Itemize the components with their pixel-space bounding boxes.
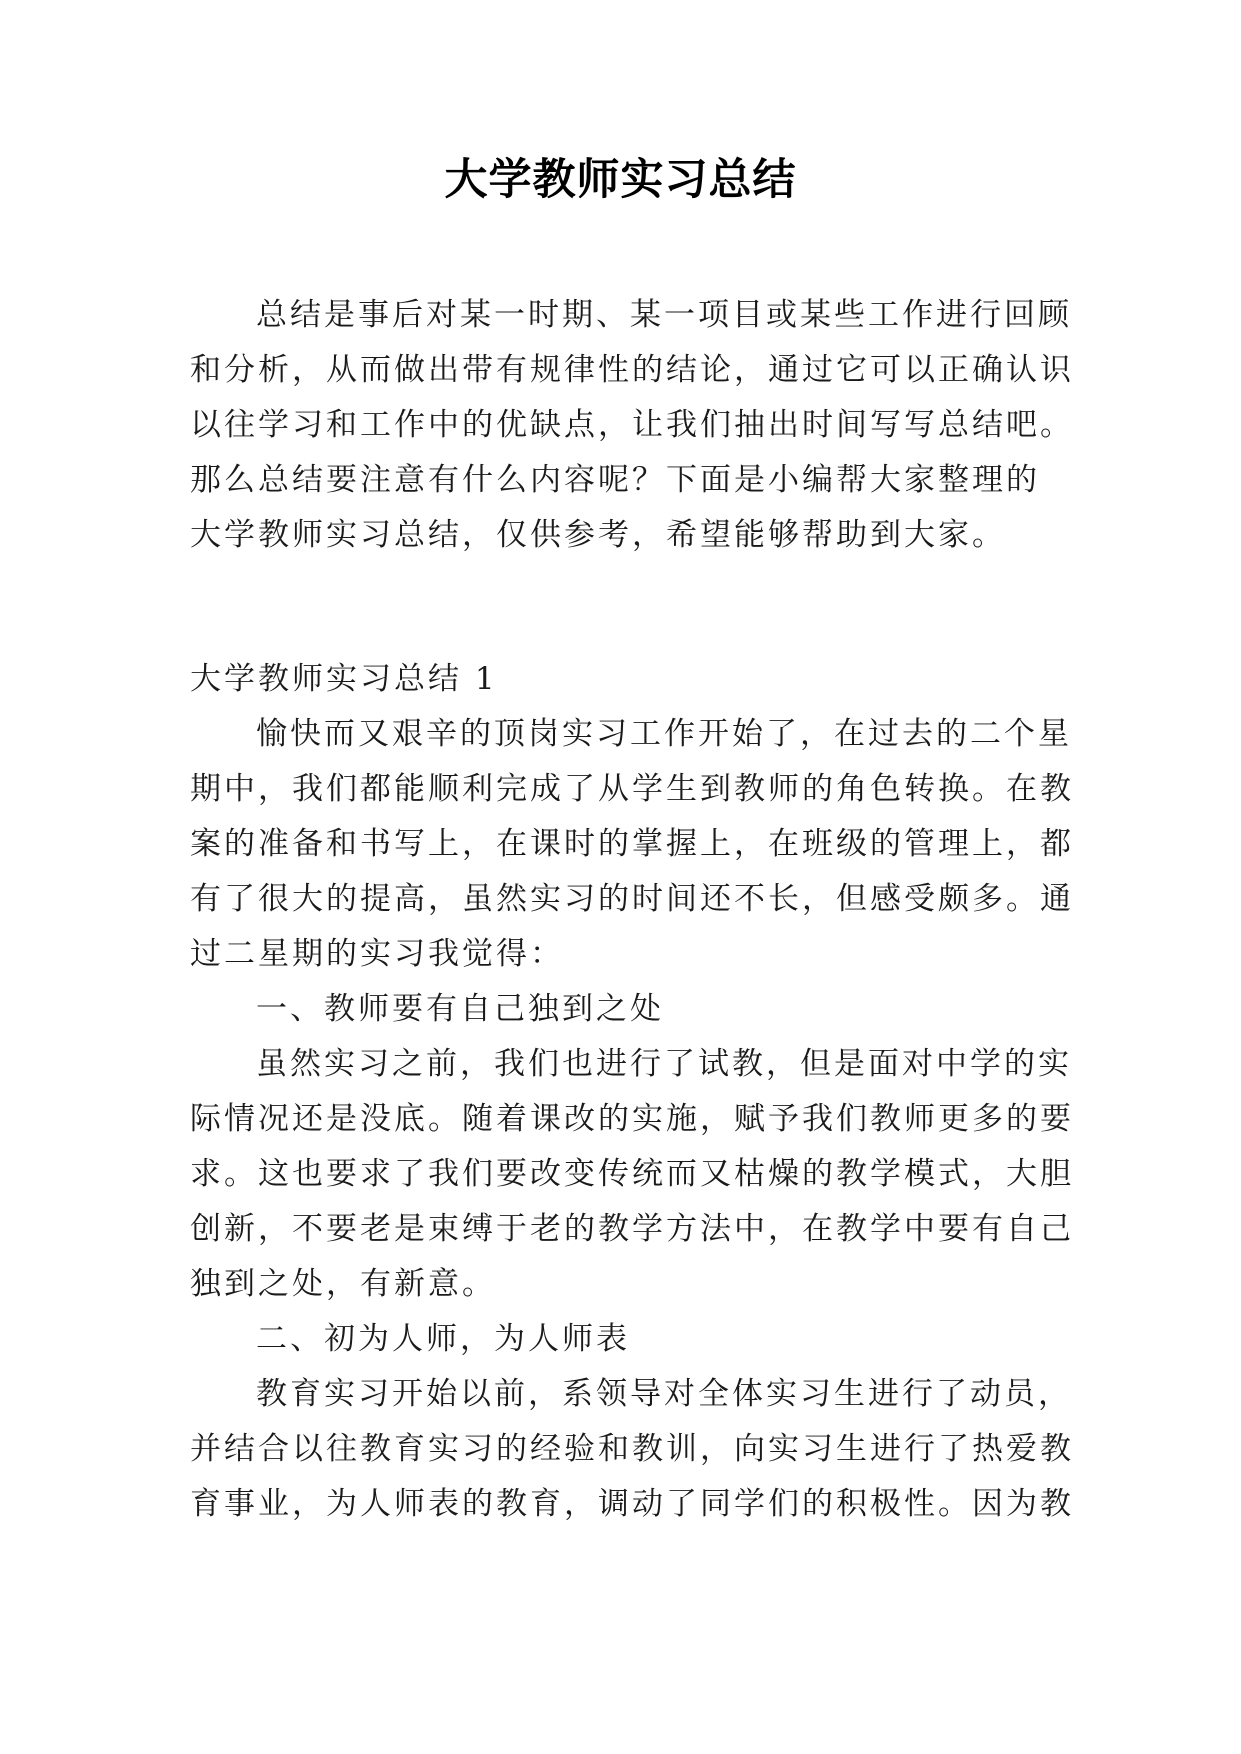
body-line: 愉快而又艰辛的顶岗实习工作开始了，在过去的二个星 <box>256 716 1072 752</box>
body-line: 育事业，为人师表的教育，调动了同学们的积极性。因为教 <box>190 1486 1074 1522</box>
section-heading: 大学教师实习总结 1 <box>190 661 498 697</box>
body-line: 有了很大的提高，虽然实习的时间还不长，但感受颇多。通 <box>190 881 1074 917</box>
body-line: 创新，不要老是束缚于老的教学方法中，在教学中要有自己 <box>190 1211 1074 1247</box>
body-line: 际情况还是没底。随着课改的实施，赋予我们教师更多的要 <box>190 1101 1074 1137</box>
body-line: 求。这也要求了我们要改变传统而又枯燥的教学模式，大胆 <box>190 1156 1074 1192</box>
intro-line: 那么总结要注意有什么内容呢？下面是小编帮大家整理的 <box>190 462 1040 498</box>
intro-line: 总结是事后对某一时期、某一项目或某些工作进行回顾 <box>256 297 1072 333</box>
body-line: 独到之处，有新意。 <box>190 1266 496 1302</box>
intro-line: 以往学习和工作中的优缺点，让我们抽出时间写写总结吧。 <box>190 407 1074 443</box>
paragraph-gap <box>190 563 1050 652</box>
body-line: 虽然实习之前，我们也进行了试教，但是面对中学的实 <box>256 1046 1072 1082</box>
body-line: 并结合以往教育实习的经验和教训，向实习生进行了热爱教 <box>190 1431 1074 1467</box>
body-line: 教育实习开始以前，系领导对全体实习生进行了动员， <box>256 1376 1072 1412</box>
document-title: 大学教师实习总结 <box>444 155 797 205</box>
body-line: 案的准备和书写上，在课时的掌握上，在班级的管理上，都 <box>190 826 1074 862</box>
point-heading: 二、初为人师，为人师表 <box>256 1321 630 1357</box>
body-line: 期中，我们都能顺利完成了从学生到教师的角色转换。在教 <box>190 771 1074 807</box>
point-heading: 一、教师要有自己独到之处 <box>256 991 664 1027</box>
body-line: 过二星期的实习我觉得： <box>190 936 564 972</box>
document-body <box>190 288 1074 1532</box>
intro-line: 大学教师实习总结，仅供参考，希望能够帮助到大家。 <box>190 517 1006 553</box>
intro-line: 和分析，从而做出带有规律性的结论，通过它可以正确认识 <box>190 352 1074 388</box>
